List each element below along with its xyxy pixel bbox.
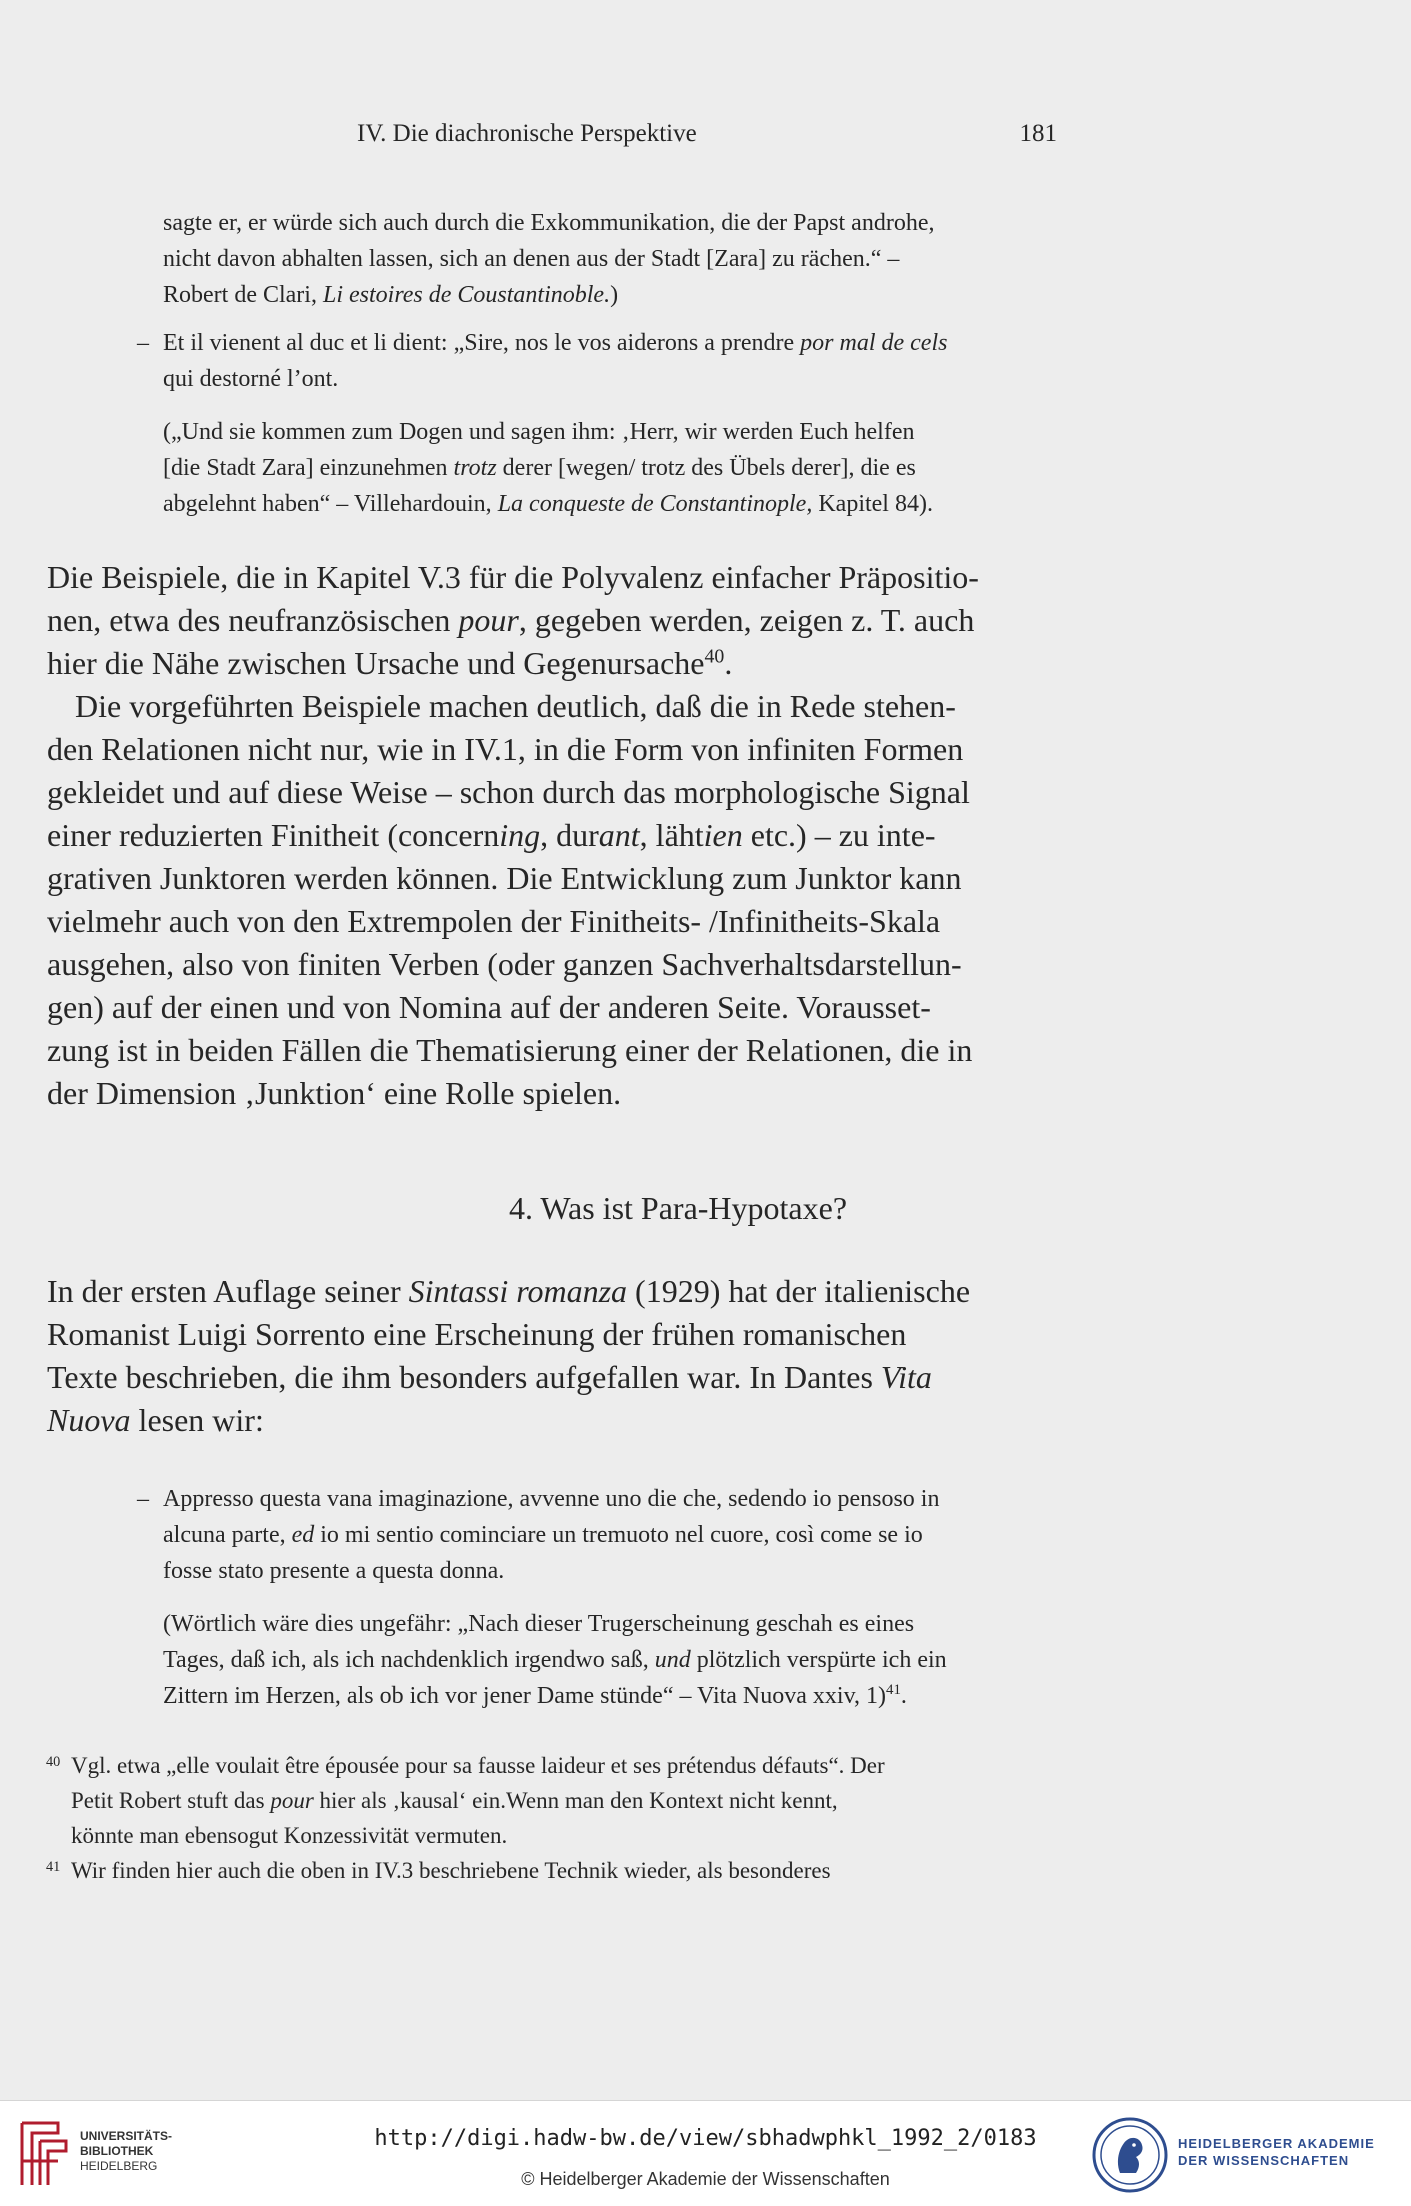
permalink-url[interactable]: http://digi.hadw-bw.de/view/sbhadwphkl_1992_2/0183	[374, 2126, 1037, 2151]
list-dash: –	[137, 1486, 149, 1512]
quote-villehardouin	[137, 325, 1055, 522]
body-paragraph-3	[47, 1270, 1057, 1442]
translation-line: („Und sie kommen zum Dogen und sagen ihm: ‚Herr, wir werden Euch helfen	[163, 419, 915, 445]
list-dash: –	[137, 330, 149, 356]
quote-line: Et il vienent al duc et li dient: „Sire, nos le vos aiderons a prendre por mal de cels	[163, 330, 948, 356]
translation-line: abgelehnt haben“ – Villehardouin, La conqueste de Constantinople, Kapitel 84).	[163, 491, 933, 517]
text-line: Nuova lesen wir:	[47, 1402, 264, 1438]
quote-line: alcuna parte, ed io mi sentio cominciare un tremuoto nel cuore, così come se io	[163, 1522, 923, 1548]
text-line: Die vorgeführten Beispiele machen deutlich, daß die in Rede stehen-	[75, 688, 956, 724]
text-line: gekleidet und auf diese Weise – schon durch das morphologische Signal	[47, 774, 970, 810]
text-line: vielmehr auch von den Extrempolen der Finitheits- /Infinitheits-Skala	[47, 903, 941, 939]
text-line: Die Beispiele, die in Kapitel V.3 für die Polyvalenz einfacher Präpositio-	[47, 559, 979, 595]
translation-line: Tages, daß ich, als ich nachdenklich irgendwo saß, und plötzlich verspürte ich ein	[163, 1647, 947, 1673]
footnote-40: 40 Vgl. etwa „elle voulait être épousée pour sa fausse laideur et ses prétendus défauts“. Der Petit Robert stuft das pour hier als ‚kausal‘ ein.Wenn man den Kontext nicht kennt, könnte man ebensogut Konzessivität vermuten.	[71, 1748, 1055, 1853]
viewer-footer	[0, 2100, 1411, 2206]
text-line: Romanist Luigi Sorrento eine Erscheinung der frühen romanischen	[47, 1316, 907, 1352]
quote-line: Appresso questa vana imaginazione, avvenne uno die che, sedendo io pensoso in	[163, 1486, 940, 1512]
text-line: einer reduzierten Finitheit (concerning, durant, lähtien etc.) – zu inte-	[47, 817, 936, 853]
footnote-line: könnte man ebensogut Konzessivität vermuten.	[71, 1823, 508, 1848]
text-line: Texte beschrieben, die ihm besonders aufgefallen war. In Dantes Vita	[47, 1359, 932, 1395]
text-line: In der ersten Auflage seiner Sintassi romanza (1929) hat der italienische	[47, 1273, 971, 1309]
quote-line: qui destorné l’ont.	[163, 366, 339, 392]
quote-line: nicht davon abhalten lassen, sich an denen aus der Stadt [Zara] zu rächen.“ –	[163, 246, 900, 272]
text-line: gen) auf der einen und von Nomina auf der anderen Seite. Vorausset-	[47, 989, 931, 1025]
quote-line: sagte er, er würde sich auch durch die Exkommunikation, die der Papst androhe,	[163, 210, 935, 236]
text-line: ausgehen, also von finiten Verben (oder ganzen Sachverhaltsdarstellun-	[47, 946, 962, 982]
text-line: den Relationen nicht nur, wie in IV.1, in die Form von infiniten Formen	[47, 731, 964, 767]
text-line: hier die Nähe zwischen Ursache und Gegenursache$^{40}$.	[47, 645, 733, 681]
copyright-notice: © Heidelberger Akademie der Wissenschaften	[521, 2169, 890, 2189]
text-line: zung ist in beiden Fällen die Thematisierung einer der Relationen, die in	[47, 1032, 973, 1068]
footnote-ref-40[interactable]: 40	[704, 645, 725, 668]
university-library-name: UNIVERSITÄTS- BIBLIOTHEK HEIDELBERG	[80, 2129, 173, 2173]
translation-line: (Wörtlich wäre dies ungefähr: „Nach dieser Trugerscheinung geschah es eines	[163, 1611, 915, 1637]
footnote-line: Wir finden hier auch die oben in IV.3 beschriebene Technik wieder, als besonderes	[71, 1858, 831, 1883]
footnote-line: Vgl. etwa „elle voulait être épousée pour sa fausse laideur et ses prétendus défauts“. Der	[71, 1753, 885, 1778]
quote-line: fosse stato presente a questa donna.	[163, 1558, 505, 1584]
text-line: grativen Junktoren werden können. Die Entwicklung zum Junktor kann	[47, 860, 962, 896]
page-number: 181	[1019, 120, 1057, 147]
text-line: nen, etwa des neufranzösischen pour, gegeben werden, zeigen z. T. auch	[47, 602, 975, 638]
footnote-line: Petit Robert stuft das pour hier als ‚kausal‘ ein.Wenn man den Kontext nicht kennt,	[71, 1788, 838, 1813]
translation-line: Zittern im Herzen, als ob ich vor jener Dame stünde“ – Vita Nuova xxiv, 1)$^{41}$.	[163, 1682, 907, 1709]
body-paragraph-2	[47, 685, 1057, 1115]
academy-name: HEIDELBERGER AKADEMIE DER WISSENSCHAFTEN	[1178, 2136, 1375, 2168]
chapter-title: IV. Die diachronische Perspektive	[357, 120, 697, 147]
academy-logo[interactable]	[1090, 2115, 1170, 2200]
footnote-41: 41 Wir finden hier auch die oben in IV.3 beschriebene Technik wieder, als besonderes	[71, 1853, 1055, 1888]
text-line: der Dimension ‚Junktion‘ eine Rolle spielen.	[47, 1075, 622, 1111]
quote-line: Robert de Clari, Li estoires de Coustantinoble.)	[163, 282, 619, 308]
academy-seal-icon	[1090, 2115, 1170, 2195]
section-heading: 4. Was ist Para-Hypotaxe?	[508, 1190, 848, 1226]
quote-vita-nuova	[137, 1481, 1055, 1714]
body-paragraph-1	[47, 556, 1057, 685]
footnote-ref-41[interactable]: 41	[886, 1682, 901, 1698]
quote-robert-de-clari	[163, 205, 1055, 313]
translation-line: [die Stadt Zara] einzunehmen trotz derer [wegen/ trotz des Übels derer], die es	[163, 455, 916, 481]
